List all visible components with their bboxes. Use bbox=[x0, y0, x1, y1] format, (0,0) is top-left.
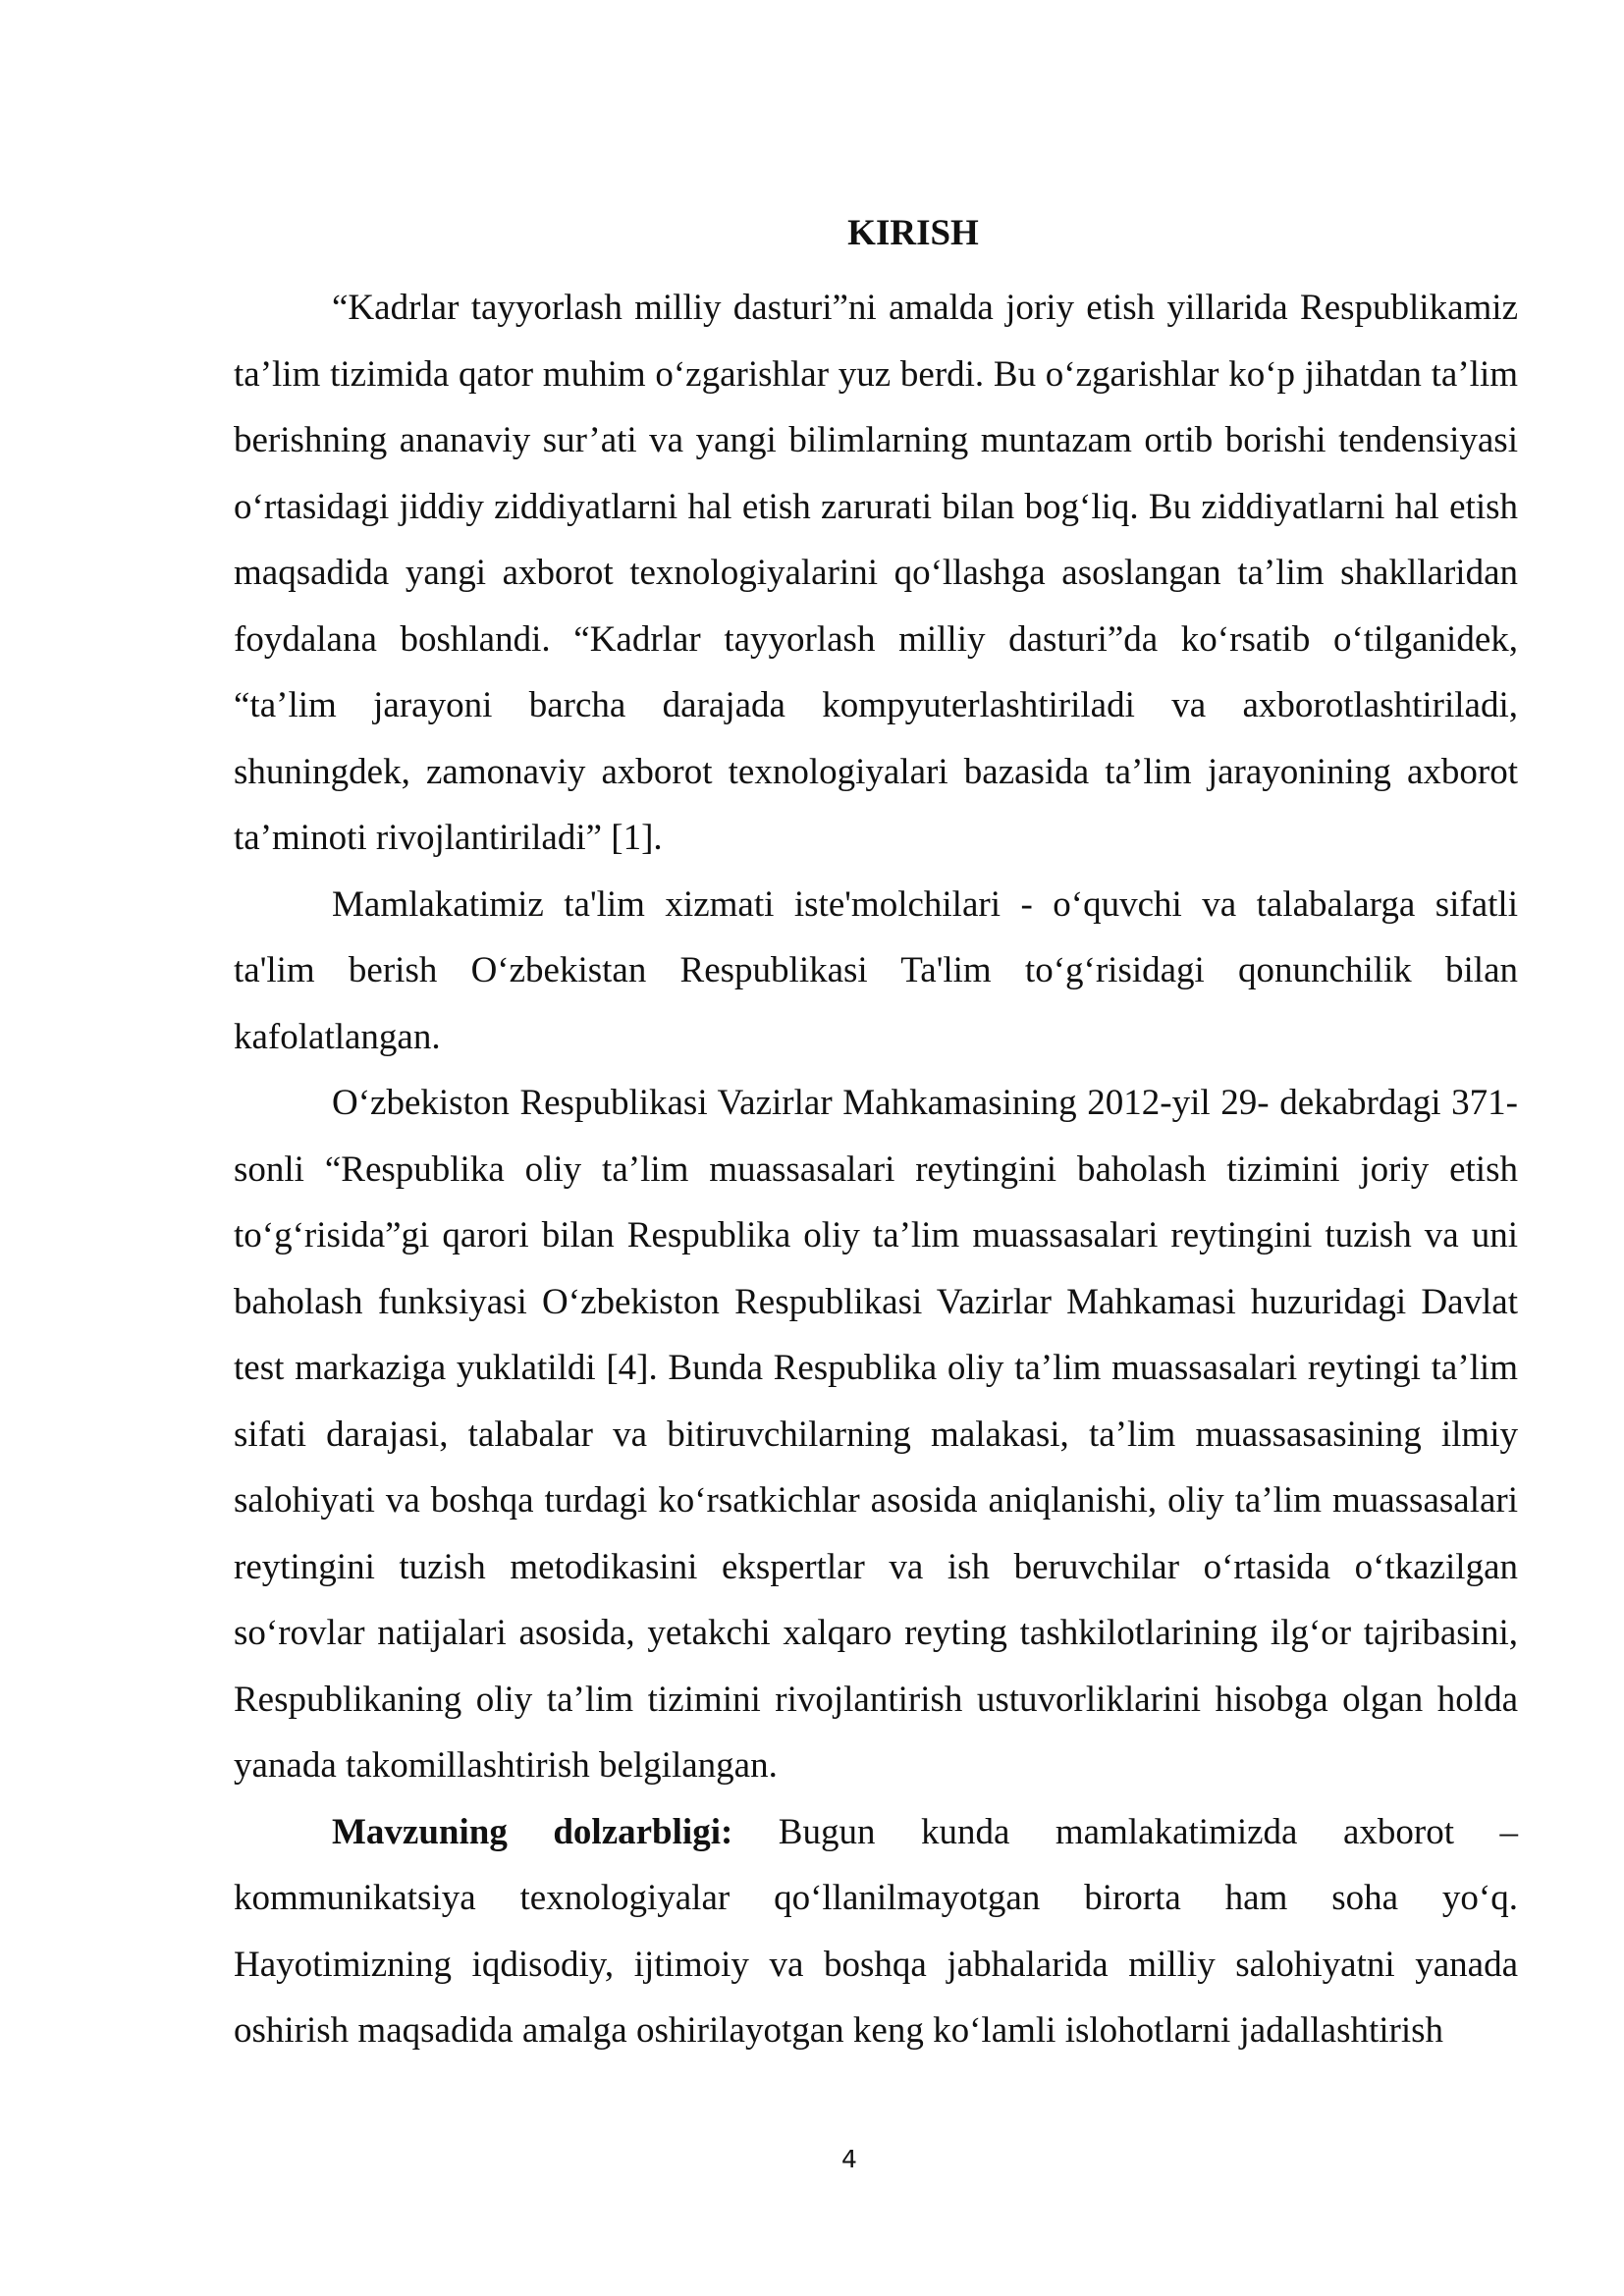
document-page bbox=[234, 208, 1518, 2064]
paragraph-2: Mamlakatimiz ta'lim xizmati iste'molchilari - o‘quvchi va talabalarga sifatli ta'lim berish O‘zbekistan Respublikasi Ta'lim to‘g‘risidagi qonunchilik bilan kafolatlangan. bbox=[234, 883, 1518, 1057]
topic-relevance-lead: Mavzuning dolzarbligi: bbox=[332, 1811, 733, 1852]
paragraph-1: “Kadrlar tayyorlash milliy dasturi”ni amalda joriy etish yillarida Respublikamiz ta’lim tizimida qator muhim o‘zgarishlar yuz berdi. Bu o‘zgarishlar ko‘p jihatdan ta’lim berishning ananaviy sur’ati va yangi bilimlarning muntazam ortib borishi tendensiyasi o‘rtasidagi jiddiy ziddiyatlarni hal etish zarurati bilan bog‘liq. Bu ziddiyatlarni hal etish maqsadida yangi axborot texnologiyalarini qo‘llashga asoslangan ta’lim shakllaridan foydalana boshlandi. “Kadrlar tayyorlash milliy dasturi”da ko‘rsatib o‘tilganidek, “ta’lim jarayoni barcha darajada kompyuterlashtiriladi va axborotlashtiriladi, shuningdek, zamonaviy axborot texnologiyalari bazasida ta’lim jarayonining axborot ta’minoti rivojlantiriladi” [1]. bbox=[234, 288, 1518, 858]
page-number: 4 bbox=[841, 2145, 857, 2173]
paragraph-3: O‘zbekiston Respublikasi Vazirlar Mahkamasining 2012-yil 29- dekabrdagi 371-sonli “Respublika oliy ta’lim muassasalari reytingini baholash tizimini joriy etish to‘g‘risida”gi qarori bilan Respublika oliy ta’lim muassasalari reytingini tuzish va uni baholash funksiyasi O‘zbekiston Respublikasi Vazirlar Mahkamasi huzuridagi Davlat test markaziga yuklatildi [4]. Bunda Respublika oliy ta’lim muassasalari reytingi ta’lim sifati darajasi, talabalar va bitiruvchilarning malakasi, ta’lim muassasasining ilmiy salohiyati va boshqa turdagi ko‘rsatkichlar asosida aniqlanishi, oliy ta’lim muassasalari reytingini tuzish metodikasini ekspertlar va ish beruvchilar o‘rtasida o‘tkazilgan so‘rovlar natijalari asosida, yetakchi xalqaro reyting tashkilotlarining ilg‘or tajribasini, Respublikaning oliy ta’lim tizimini rivojlantirish ustuvorliklarini hisobga olgan holda yanada takomillashtirish belgilangan. bbox=[234, 1083, 1518, 1786]
paragraph-topic-relevance bbox=[234, 1799, 1518, 2064]
topic-relevance-text: Bugun kunda mamlakatimizda axborot – kommunikatsiya texnologiyalar qo‘llanilmayotgan birorta ham soha yo‘q. Hayotimizning iqdisodiy, ijtimoiy va boshqa jabhalarida milliy salohiyatni yanada oshirish maqsadida amalga oshirilayotgan keng ko‘lamli islohotlarni jadallashtirish bbox=[234, 1811, 1518, 2051]
section-heading: KIRISH bbox=[847, 213, 979, 253]
